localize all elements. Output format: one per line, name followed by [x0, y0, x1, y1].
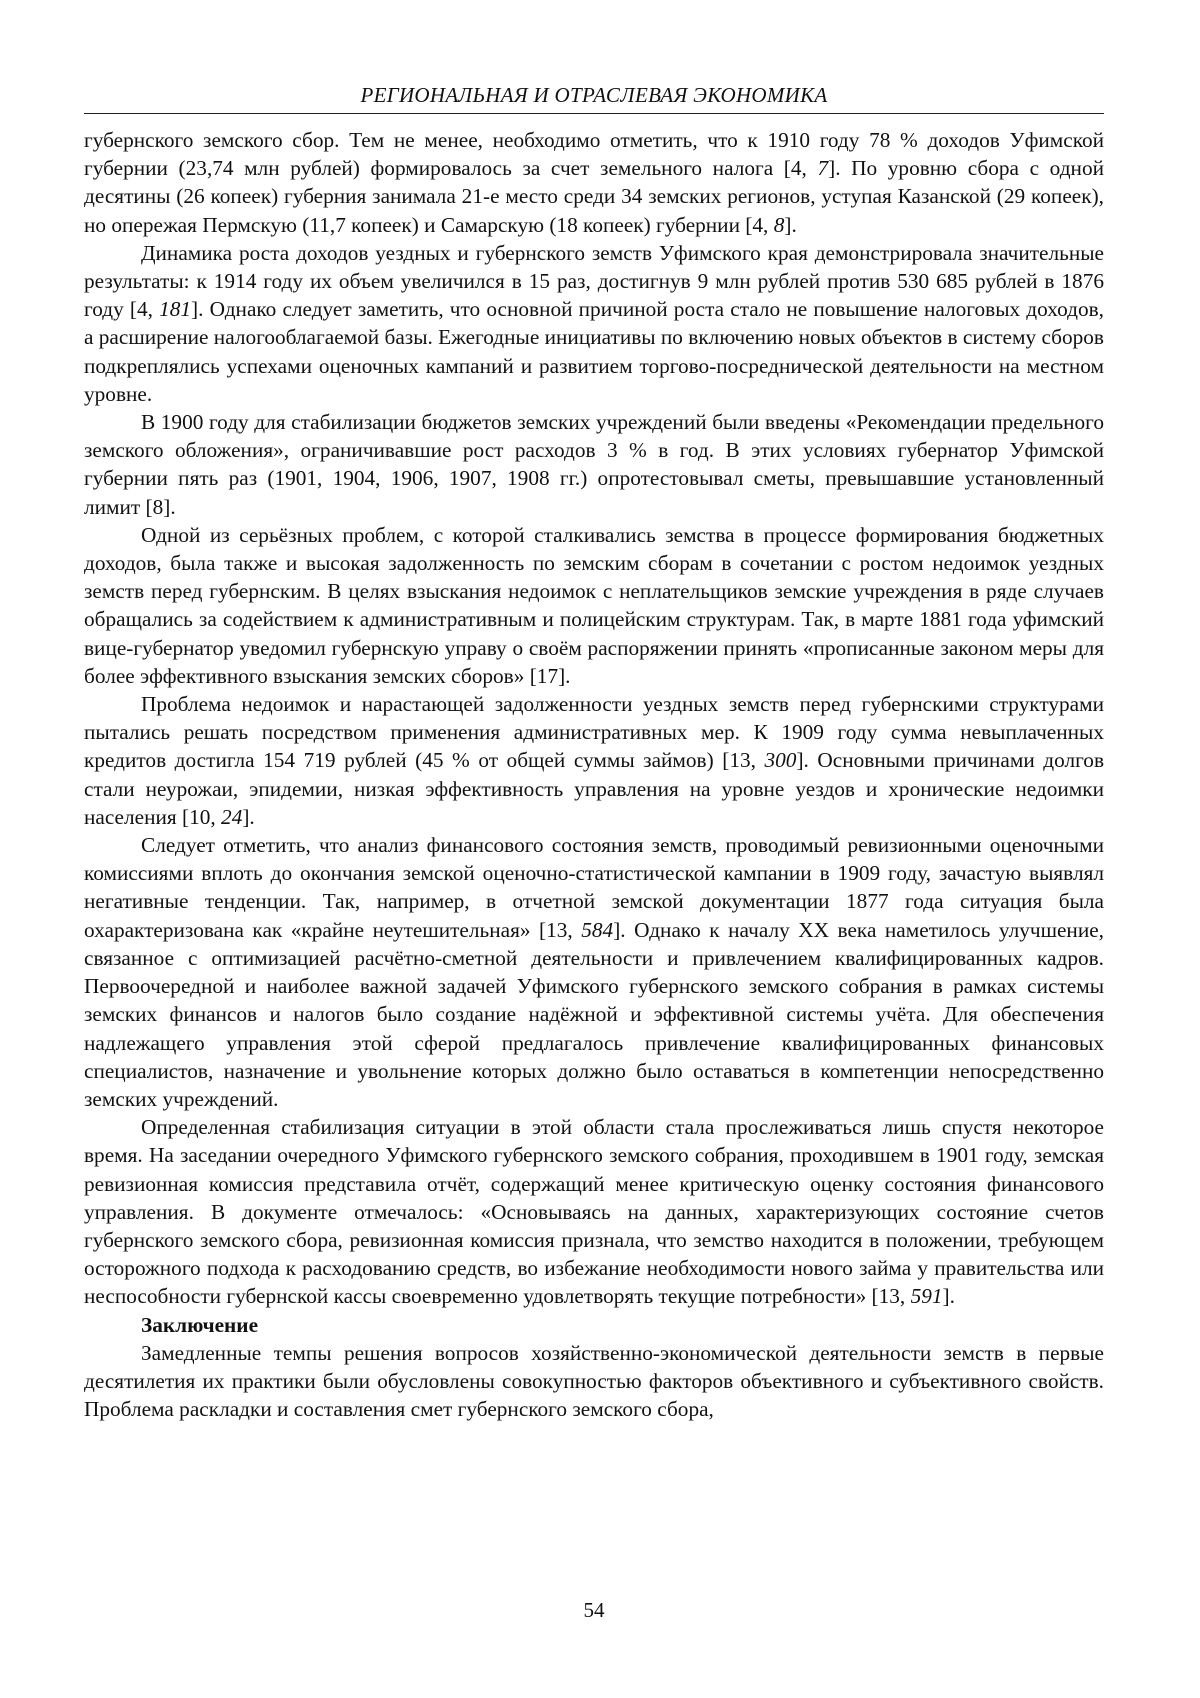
citation-page: 591 [910, 1284, 943, 1309]
citation-page: 8 [773, 212, 785, 237]
paragraph-2-text-cont: ]. Однако следует заметить, что основной причиной роста стало не повышение налоговых доходов, а расширение налогооблагаемой базы. Ежегодные инициативы по включению новых объектов в систему сборов подкреплялись успехами оценочных кампаний и развитием торгово-посреднической деятельности на местном уровне. [84, 297, 1104, 406]
paragraph-3: В 1900 году для стабилизации бюджетов земских учреждений были введены «Рекомендации предельного земского обложения», ограничивавшие рост расходов 3 % в год. В этих условиях губернатор Уфимской губернии пять раз (1901, 1904, 1906, 1907, 1908 гг.) опротестовывал сметы, превышавшие установленный лимит [8]. [84, 410, 1104, 519]
paragraph-4: Одной из серьёзных проблем, с которой сталкивались земства в процессе формирования бюджетных доходов, была также и высокая задолженность по земским сборам в сочетании с ростом недоимок уездных земств перед губернским. В целях взыскания недоимок с неплательщиков земские учреждения в ряде случаев обращались за содействием к административным и полицейским структурам. Так, в марте 1881 года уфимский вице-губернатор уведомил губернскую управу о своём распоряжении принять «прописанные законом меры для более эффективного взыскания земских сборов» [17]. [84, 522, 1104, 688]
paragraph-1 [84, 126, 1104, 239]
header-rule [84, 113, 1104, 114]
paragraph-2 [84, 239, 1104, 408]
citation-page: 7 [817, 156, 829, 181]
running-header: РЕГИОНАЛЬНАЯ И ОТРАСЛЕВАЯ ЭКОНОМИКА [360, 83, 828, 107]
paragraph-7-text-end: ]. [942, 1284, 955, 1309]
citation-page: 300 [764, 748, 797, 773]
citation-page: 24 [221, 804, 243, 829]
paragraph-5 [84, 690, 1104, 831]
paragraph-2-text: Динамика роста доходов уездных и губернского земств Уфимского края демонстрировала значительные результаты: к 1914 году их объем увеличился в 15 раз, достигнув 9 млн рублей против 530 685 рублей в 1876 году [4, [84, 240, 1104, 322]
conclusion-heading: Заключение [141, 1312, 259, 1337]
paragraph-7-text: Определенная стабилизация ситуации в этой области стала прослеживаться лишь спустя некоторое время. На заседании очередного Уфимского губернского земского собрания, проходившем в 1901 году, земская ревизионная комиссия представила отчёт, содержащий менее критическую оценку состояния финансового управления. В документе отмечалось: «Основываясь на данных, характеризующих состояние счетов губернского земского сбора, ревизионная комиссия признала, что земство находится в положении, требующем осторожного подхода к расходованию средств, во избежание необходимости нового займа у правительства или неспособности губернской кассы своевременно удовлетворять текущие потребности» [13, [84, 1115, 1104, 1309]
paragraph-1-text-cont: ]. По уровню сбора с одной десятины (26 копеек) губерния занимала 21-е место среди 34 земских регионов, уступая Казанской (29 копеек), но опережая Пермскую (11,7 копеек) и Самарскую (18 копеек) губернии [4, [84, 156, 1104, 237]
citation-page: 584 [581, 917, 614, 942]
paragraph-6-text: Следует отметить, что анализ финансового состояния земств, проводимый ревизионными оценочными комиссиями вплоть до окончания земской оценочно-статистической кампании в 1909 году, зачастую выявлял негативные тенденции. Так, например, в отчетной земской документации 1877 года ситуация была охарактеризована как «крайне неутешительная» [13, [84, 833, 1104, 942]
page-number: 54 [583, 1598, 605, 1622]
paragraph-6-text-cont: ]. Однако к началу XX века наметилось улучшение, связанное с оптимизацией расчётно-сметной деятельности и привлечением квалифицированных кадров. Первоочередной и наиболее важной задачей Уфимского губернского земского собрания в рамках системы земских финансов и налогов было создание надёжной и эффективной системы учёта. Для обеспечения надлежащего управления этой сферой предлагалось привлечение квалифицированных финансовых специалистов, назначение и увольнение которых должно было оставаться в компетенции непосредственно земских учреждений. [84, 917, 1104, 1111]
paragraph-5-text-end: ]. [242, 804, 255, 829]
paragraph-1-text: губернского земского сбор. Тем не менее, необходимо отметить, что к 1910 году 78 % доходов Уфимской губернии (23,74 млн рублей) формировалось за счет земельного налога [4, [84, 128, 1104, 181]
conclusion-paragraph: Замедленные темпы решения вопросов хозяйственно-экономической деятельности земств в первые десятилетия их практики были обусловлены совокупностью факторов объективного и субъективного свойств. Проблема раскладки и составления смет губернского земского сбора, [84, 1340, 1104, 1422]
paragraph-7 [84, 1113, 1104, 1310]
citation-page: 181 [159, 297, 192, 322]
paragraph-1-text-end: ]. [784, 212, 797, 237]
article-body [84, 126, 1104, 1423]
paragraph-5-text-cont: ]. Основными причинами долгов стали неурожаи, эпидемии, низкая эффективность управления на уровне уездов и хронические недоимки населения [10, [84, 748, 1104, 829]
paragraph-6 [84, 831, 1104, 1113]
paragraph-5-text: Проблема недоимок и нарастающей задолженности уездных земств перед губернскими структурами пытались решать посредством применения административных мер. К 1909 году сумма невыплаченных кредитов достигла 154 719 рублей (45 % от общей суммы займов) [13, [84, 692, 1104, 773]
